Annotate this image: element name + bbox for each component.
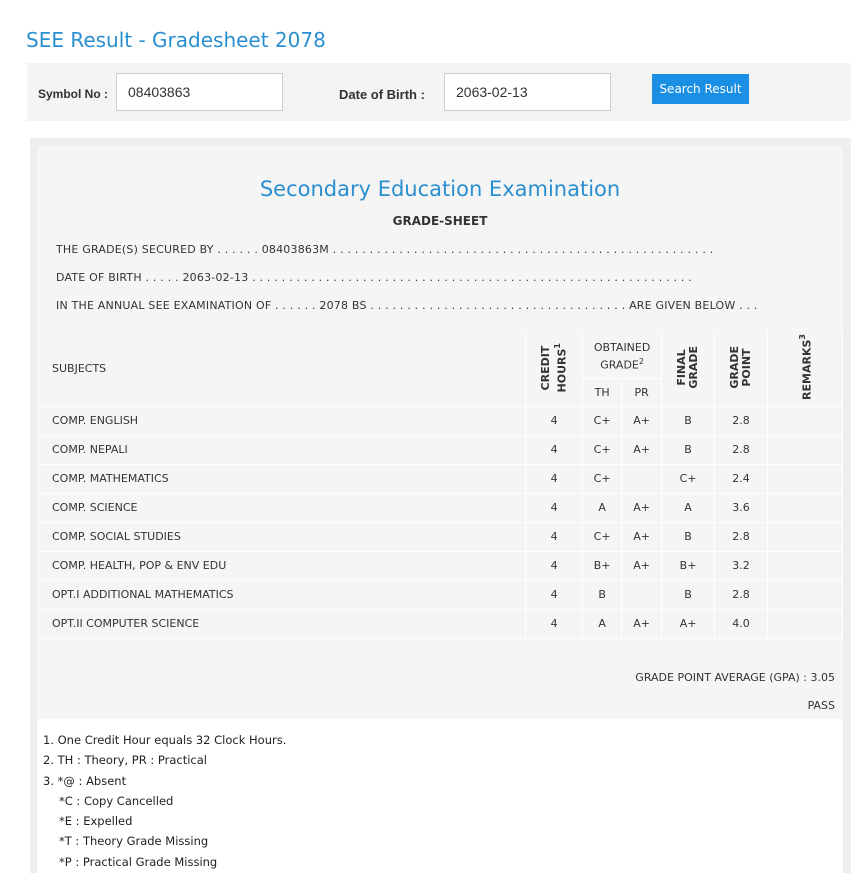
result-status: PASS [807, 699, 835, 712]
final-grade-cell: B [662, 580, 715, 609]
final-grade-cell: B [662, 435, 715, 464]
grade-sheet-panel [30, 138, 851, 873]
grade-point-cell: 2.8 [715, 406, 768, 435]
table-row [37, 522, 843, 551]
table-row [37, 435, 843, 464]
header-grade-point: GRADE POINT [715, 332, 768, 406]
note-item: *P : Practical Grade Missing [59, 854, 218, 869]
grade-point-cell: 3.2 [715, 551, 768, 580]
notes-box [37, 719, 843, 873]
credit-hours-cell: 4 [526, 609, 583, 638]
grade-point-cell: 2.8 [715, 522, 768, 551]
note-item: 3. *@ : Absent [43, 773, 127, 788]
practical-grade-cell: A+ [622, 406, 662, 435]
subject-cell: COMP. SOCIAL STUDIES [37, 522, 526, 551]
secured-by-line: THE GRADE(S) SECURED BY . . . . . . 08403863M . . . . . . . . . . . . . . . . . . . . . . . . . . . . . . . . . . . . . . . . . . . . . . . . . . . . [56, 243, 714, 256]
credit-hours-cell: 4 [526, 406, 583, 435]
theory-grade-cell: B+ [583, 551, 622, 580]
dob-line: DATE OF BIRTH . . . . . 2063-02-13 . . . . . . . . . . . . . . . . . . . . . . . . . . . . . . . . . . . . . . . . . . . . . . . . . . . . . . . . . . . . [56, 271, 692, 284]
header-credit-hours: CREDIT HOURS$^1$ [526, 332, 583, 406]
subject-cell: COMP. HEALTH, POP & ENV EDU [37, 551, 526, 580]
header-th: TH [583, 378, 622, 406]
practical-grade-cell [622, 464, 662, 493]
grade-point-cell: 2.4 [715, 464, 768, 493]
header-remarks: REMARKS$^3$ [768, 332, 843, 406]
remarks-cell [768, 522, 843, 551]
note-item: *E : Expelled [59, 814, 133, 829]
note-item: 1. One Credit Hour equals 32 Clock Hours. [43, 733, 287, 747]
table-row [37, 609, 843, 638]
final-grade-cell: B [662, 522, 715, 551]
credit-hours-cell: 4 [526, 580, 583, 609]
final-grade-cell: B+ [662, 551, 715, 580]
search-result-button[interactable]: Search Result [652, 74, 749, 104]
symbol-label: Symbol No : [38, 87, 109, 101]
grade-point-cell: 2.8 [715, 435, 768, 464]
credit-hours-cell: 4 [526, 551, 583, 580]
note-item: *C : Copy Cancelled [59, 793, 174, 808]
final-grade-cell: A [662, 493, 715, 522]
credit-hours-cell: 4 [526, 522, 583, 551]
table-row [37, 551, 843, 580]
practical-grade-cell: A+ [622, 522, 662, 551]
notes-list [43, 730, 286, 872]
subject-cell: OPT.I ADDITIONAL MATHEMATICS [37, 580, 526, 609]
practical-grade-cell: A+ [622, 493, 662, 522]
theory-grade-cell: A [583, 609, 622, 638]
grade-sheet [37, 146, 843, 873]
remarks-cell [768, 435, 843, 464]
remarks-cell [768, 580, 843, 609]
practical-grade-cell: A+ [622, 551, 662, 580]
exam-line: IN THE ANNUAL SEE EXAMINATION OF . . . . . . 2078 BS . . . . . . . . . . . . . . . . . . . . . . . . . . . . . . . . . . . ARE GIVEN BELOW . . . [56, 299, 758, 312]
note-item: 2. TH : Theory, PR : Practical [43, 753, 207, 768]
remarks-cell [768, 551, 843, 580]
grade-point-cell: 4.0 [715, 609, 768, 638]
grade-point-cell: 3.6 [715, 493, 768, 522]
dob-input[interactable] [444, 73, 611, 111]
dob-label: Date of Birth : [339, 87, 425, 102]
practical-grade-cell [622, 580, 662, 609]
grades-table [37, 332, 843, 639]
header-final-grade: FINAL GRADE [662, 332, 715, 406]
final-grade-cell: B [662, 406, 715, 435]
subject-cell: COMP. NEPALI [37, 435, 526, 464]
grade-point-cell: 2.8 [715, 580, 768, 609]
practical-grade-cell: A+ [622, 609, 662, 638]
exam-title: Secondary Education Examination [259, 177, 621, 201]
header-pr: PR [622, 378, 662, 406]
theory-grade-cell: C+ [583, 406, 622, 435]
remarks-cell [768, 493, 843, 522]
theory-grade-cell: A [583, 493, 622, 522]
remarks-cell [768, 609, 843, 638]
subject-cell: COMP. SCIENCE [37, 493, 526, 522]
grade-sheet-title: GRADE-SHEET [392, 214, 488, 228]
remarks-cell [768, 464, 843, 493]
remarks-cell [768, 406, 843, 435]
credit-hours-cell: 4 [526, 435, 583, 464]
gpa-text: GRADE POINT AVERAGE (GPA) : 3.05 [635, 671, 835, 684]
theory-grade-cell: C+ [583, 435, 622, 464]
final-grade-cell: C+ [662, 464, 715, 493]
practical-grade-cell: A+ [622, 435, 662, 464]
header-obtained-grade: OBTAINED GRADE$^2$ [583, 332, 662, 378]
credit-hours-cell: 4 [526, 493, 583, 522]
subject-cell: COMP. MATHEMATICS [37, 464, 526, 493]
symbol-input[interactable] [116, 73, 283, 111]
table-row [37, 493, 843, 522]
theory-grade-cell: C+ [583, 522, 622, 551]
table-row [37, 580, 843, 609]
subject-cell: COMP. ENGLISH [37, 406, 526, 435]
theory-grade-cell: B [583, 580, 622, 609]
search-bar [27, 63, 851, 121]
note-item: *T : Theory Grade Missing [59, 834, 209, 849]
header-subjects: SUBJECTS [37, 332, 526, 406]
theory-grade-cell: C+ [583, 464, 622, 493]
page-title: SEE Result - Gradesheet 2078 [26, 28, 326, 52]
table-row [37, 464, 843, 493]
final-grade-cell: A+ [662, 609, 715, 638]
subject-cell: OPT.II COMPUTER SCIENCE [37, 609, 526, 638]
credit-hours-cell: 4 [526, 464, 583, 493]
table-row [37, 406, 843, 435]
